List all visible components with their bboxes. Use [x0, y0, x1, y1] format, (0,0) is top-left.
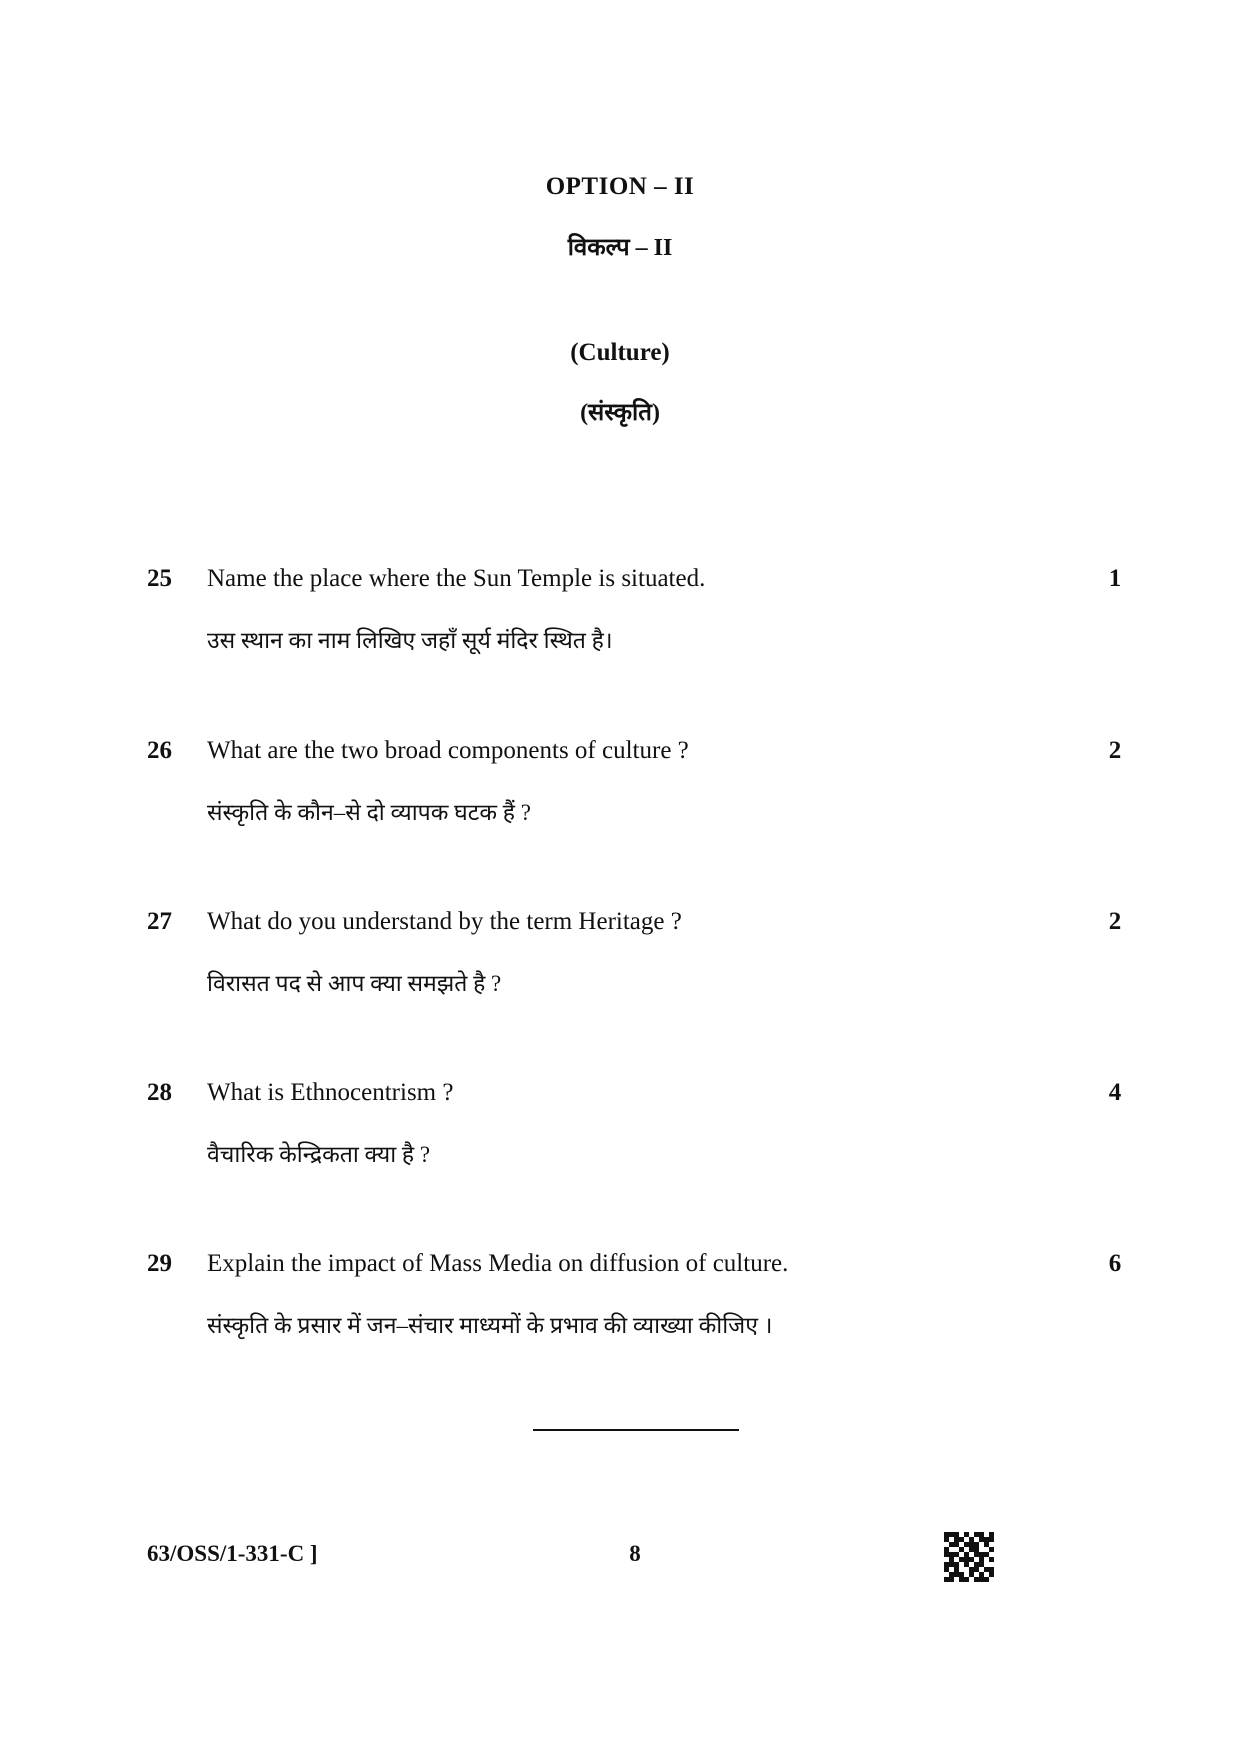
question-text: What is Ethnocentrism ? — [207, 1079, 454, 1106]
option-heading: OPTION – II — [545, 173, 695, 200]
question-marks: 1 — [1108, 565, 1122, 592]
option-heading-hindi: विकल्प – II — [567, 235, 673, 261]
question-number: 26 — [147, 737, 172, 764]
question-text-hindi: संस्कृति के प्रसार में जन–संचार माध्यमों के प्रभाव की व्याख्या कीजिए । — [207, 1313, 773, 1338]
question-text-hindi: विरासत पद से आप क्या समझते है ? — [207, 971, 502, 996]
question-text: Explain the impact of Mass Media on diffusion of culture. — [207, 1250, 789, 1277]
end-of-section-rule — [533, 1429, 739, 1431]
question-text: What are the two broad components of culture ? — [207, 737, 689, 764]
question-number: 27 — [147, 908, 172, 935]
question-number: 28 — [147, 1079, 172, 1106]
paper-code: 63/OSS/1-331-C ] — [147, 1541, 318, 1566]
question-number: 29 — [147, 1250, 172, 1277]
question-marks: 2 — [1108, 737, 1122, 764]
question-marks: 2 — [1108, 908, 1122, 935]
question-number: 25 — [147, 565, 172, 592]
subject-heading: (Culture) — [570, 339, 670, 366]
page-number: 8 — [629, 1541, 641, 1566]
question-text-hindi: वैचारिक केन्द्रिकता क्या है ? — [207, 1142, 431, 1167]
question-text-hindi: उस स्थान का नाम लिखिए जहाँ सूर्य मंदिर स्थित है। — [207, 628, 613, 653]
question-text: What do you understand by the term Heritage ? — [207, 908, 682, 935]
question-marks: 4 — [1108, 1079, 1122, 1106]
qr-code-icon — [944, 1532, 994, 1582]
subject-heading-hindi: (संस्कृति) — [580, 400, 660, 426]
question-text: Name the place where the Sun Temple is situated. — [207, 565, 706, 592]
question-marks: 6 — [1108, 1250, 1122, 1277]
question-text-hindi: संस्कृति के कौन–से दो व्यापक घटक हैं ? — [207, 800, 531, 825]
